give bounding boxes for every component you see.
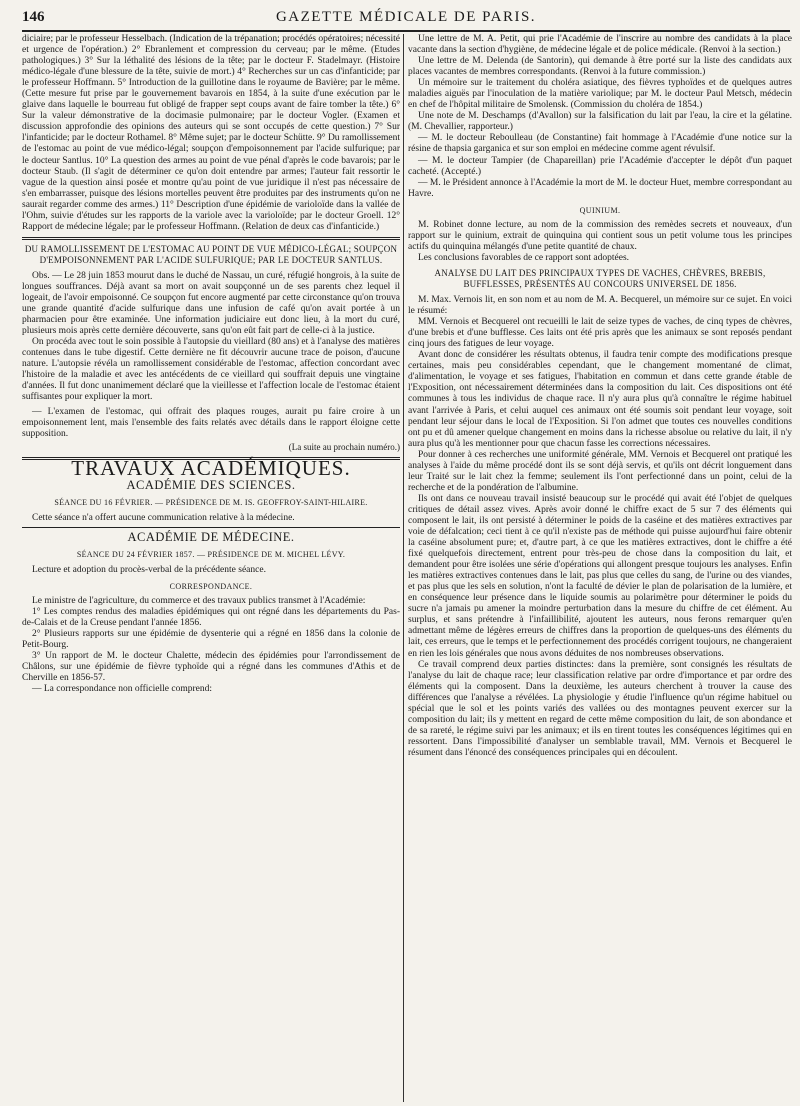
correspondance-title: CORRESPONDANCE. — [169, 582, 253, 592]
list-item: 2° Plusieurs rapports sur une épidémie de dysenterie qui a régné en 1856 dans la colonie de Petit-Bourg. — [22, 629, 400, 651]
list-item: 1° Les comptes rendus des maladies épidémiques qui ont régné dans les départements du Pas-de-Calais et de la Creuse pendant l'année 1856. — [22, 607, 400, 629]
autopsy-paragraph: On procéda avec tout le soin possible à l'autopsie du vieillard (80 ans) et à l'analyse des matières contenues dans le tube digestif. Cette dernière ne fit découvrir aucune trace de poison, d'aucune nature. L'autopsie révéla un ramollissement considérable de l'estomac, affection concordant avec l'histoire de la maladie et avec les antécédents de ce vieillard qui souffrait depuis une vingtaine d'années. Il fut donc unanimement déclaré que la vieillesse et l'affection locale de l'estomac étaient suffisantes pour expliquer la mort. — [22, 337, 400, 403]
unofficial-text: — La correspondance non officielle comprend: — [32, 684, 212, 695]
vernois-text: M. Max. Vernois lit, en son nom et au nom de M. A. Becquerel, un mémoire sur ce sujet. En voici le résumé: — [408, 295, 792, 317]
lait-paragraph: Pour donner à ces recherches une uniformité générale, MM. Vernois et Becquerel ont pratiqué les analyses à l'aide du même procédé dont ils se sont déjà servis, et qu'ils ont décrit longuement dans leur Traité sur le lait chez la femme; seulement ils l'ont perfectionné dans un point, celui de la recherche et de la pondération de l'albumine. — [408, 449, 792, 493]
lait-paragraph: Ce travail comprend deux parties distinctes: dans la première, sont consignés les résultats de l'analyse du lait de chaque race; leur classification relative par ordre d'importance et par ordre des éléments qui la composent. Dans la deuxième, les auteurs cherchent à trouver la cause des différences que l'analyse a révélées. La physiologie y étudie l'influence qu'un régime habituel ou spécial que le sol et les points variés des vallées ou des montagnes peuvent exercer sur la composition du lait; ils y mettent en regard de cette même composition du lait, de son abondance et de sa rareté, le régime suivi par les animaux; et ils en tirent toutes les conséquences légitimes qui en ressortent. Dans l'impossibilité d'analyser un semblable travail, MM. Vernois et Becquerel le résument dans l'énoncé des conséquences principales qui en découlent. — [408, 659, 792, 758]
page-number: 146 — [22, 8, 45, 25]
quinium-title: QUINIUM. — [579, 205, 621, 215]
left-column — [22, 34, 400, 1102]
lait-paragraph: Avant donc de considérer les résultats obtenus, il faudra tenir compte des modifications presque certaines, mais peu considérables cependant, que le changement momentané de climat, d'alimentation, le voyage et ses fatigues, l'habitation en commun et dans cette grande étable de l'Exposition, ont nécessairement déterminées dans la composition du lait. Ces dispositions ont été communes à tous les individus de chaque race. Il n'y aura plus qu'à connaître le régime habituel avant l'arrivée à Paris, et celui auquel ces animaux ont été soumis soit pendant leur voyage, soit pendant leur séjour dans le local de l'Exposition. Si l'on admet que toutes ces nouvelles conditions ont pu et dû amener quelque changement en moins dans la richesse absolue ou relative du lait, il n'y aura plus qu'à les mentionner pour que chacun fasse les corrections nécessaires. — [408, 350, 792, 449]
quinium-text: M. Robinet donne lecture, au nom de la commission des remèdes secrets et nouveaux, d'un rapport sur le quinium, extrait de quinquina qui contient sous un petit volume tous les principes actifs du quinquina mélangés d'une petite quantité de chaux. — [408, 219, 792, 252]
tampier-note: — M. le docteur Tampier (de Chapareillan) prie l'Académie d'accepter le dépôt d'un paquet cacheté. (Accepté.) — [408, 155, 792, 177]
lait-title: ANALYSE DU LAIT DES PRINCIPAUX TYPES DE VACHES, CHÈVRES, BREBIS, BUFFLESSES, PRÉSENTÉS AU CONCOURS UNIVERSEL DE 1856. — [434, 267, 766, 289]
cholera-memoir: Un mémoire sur le traitement du choléra asiatique, des fièvres typhoïdes et de quelques autres maladies aiguës par l'inoculation de la matière variolique; par M. le docteur Paul Metsch, médecin en chef de l'hôpital militaire de Smolensk. (Commission du choléra de 1854.) — [408, 78, 792, 111]
minister-text: Le ministre de l'agriculture, du commerce et des travaux publics transmet à l'Académie: — [32, 596, 366, 607]
article-title: DU RAMOLLISSEMENT DE L'ESTOMAC AU POINT DE VUE MÉDICO-LÉGAL; SOUPÇON D'EMPOISONNEMENT PAR L'ACIDE SULFURIQUE; PAR LE DOCTEUR SANTLUS. — [24, 243, 398, 265]
reboulleau-note: — M. le docteur Reboulleau (de Constantine) fait hommage à l'Académie d'une notice sur la résine de thapsia garganica et sur son emploi en médecine comme agent révulsif. — [408, 133, 792, 155]
deschamps-note: Une note de M. Deschamps (d'Avallon) sur la falsification du lait par l'eau, la cire et la gélatine. (M. Chevallier, rapporteur.) — [408, 111, 792, 133]
conclusion-paragraph: — L'examen de l'estomac, qui offrait des plaques rouges, aurait pu faire croire à un empoisonnement lent, mais l'ensemble des faits relatés avec détails dans le rapport éloigne cette supposition. — [22, 406, 400, 439]
quinium-conclusion: Les conclusions favorables de ce rapport sont adoptées. — [418, 252, 630, 263]
right-column — [408, 34, 792, 1102]
seance-medicine: SÉANCE DU 24 FÉVRIER 1857. — PRÉSIDENCE DE M. MICHEL LÉVY. — [76, 549, 346, 559]
academy-medicine-title: ACADÉMIE DE MÉDECINE. — [127, 529, 295, 544]
column-divider — [403, 34, 404, 1102]
section-title: TRAVAUX ACADÉMIQUES. — [71, 455, 351, 480]
continued-note: (La suite au prochain numéro.) — [288, 441, 400, 452]
divider — [22, 237, 400, 240]
intro-paragraph: diciaire; par le professeur Hesselbach. (Indication de la trépanation; procédés opératoires; nécessité et urgence de l'opération.) 2° Ebranlement et compression du cerveau; par le même. (Etudes pathologiques.) 3° Sur la léthalité des lésions de la tête; par le docteur F. Stadelmayr. (Histoire médico-légale d'une blessure de la tête, suivie de mort.) 4° Recherches sur un cas d'infanticide; par le professeur Hoffmann. 5° Introduction de la guillotine dans le royaume de Bavière; par le même. (Cette mesure fut prise par le gouvernement bavarois en 1854, à la suite d'une exécution par le glaive dans laquelle le bourreau fut obligé de frapper sept coups avant de faire tomber la tête.) 6° Sur la valeur démonstrative de la docimasie pulmonaire; par le docteur Vogler. (Examen et discussion approfondie des opinions des auteurs qui se sont occupés de cette question.) 7° Sur l'infanticide; par le docteur Rothamel. 8° Même sujet; par le docteur Schütte. 9° Du ramollissement de l'estomac au point de vue médico-légal; soupçon d'empoisonnement par l'acide sulfurique; par le docteur Santlus. 10° La question des armes au point de vue pénal d'après le code bavarois; par le docteur Staub. (Il s'agit de déterminer ce qu'on doit entendre par armes; l'auteur fait ressortir le vague de la question ainsi posée et montre qu'au point de vue juridique il n'est pas nécessaire de s'en embarrasser, puisque des lésions mortelles peuvent être produites par des instruments qu'on ne saurait regarder comme des armes.) 11° Description d'une épidémie de varioloïde dans la vallée de l'Ohm, suivie d'études sur les rapports de la variole avec la varioloïde; par le docteur Groell. 12° Rapport de médecine légale; par le professeur Hoffmann. (Relation de deux cas d'infanticide.) — [22, 34, 400, 232]
academy-sciences-title: ACADÉMIE DES SCIENCES. — [126, 477, 296, 492]
president-note: — M. le Président annonce à l'Académie la mort de M. le docteur Huet, membre correspondant au Havre. — [408, 177, 792, 199]
delenda-letter: Une lettre de M. Delenda (de Santorin), qui demande à être porté sur la liste des candidats aux places vacantes de membres correspondants. (Renvoi à la future commission.) — [408, 56, 792, 78]
journal-title: GAZETTE MÉDICALE DE PARIS. — [275, 8, 537, 25]
petit-letter: Une lettre de M. A. Petit, qui prie l'Académie de l'inscrire au nombre des candidats à la place vacante dans la section d'hygiène, de médecine légale et de police médicale. (Renvoi à la section.) — [408, 34, 792, 56]
minutes-text: Lecture et adoption du procès-verbal de la précédente séance. — [32, 564, 266, 575]
obs-paragraph: Obs. — Le 28 juin 1853 mourut dans le duché de Nassau, un curé, réfugié hongrois, à la suite de longues souffrances. Déjà avant sa mort on avait soupçonné un de ses parents chez lequel il logeait, de l'avoir empoisonné. Ce soupçon fut encore augmenté par cette circonstance qu'on trouva une grande quantité d'acide sulfurique dans une infusion de café qu'on avait portée à un pharmacien pour être examinée. Une information judiciaire eut donc lieu, à la mort du curé, plusieurs mois après cette dernière découverte, sans qu'on eût fait part de celle-ci à la justice. — [22, 270, 400, 337]
divider — [22, 527, 400, 528]
seance-sciences-text: Cette séance n'a offert aucune communication relative à la médecine. — [32, 512, 295, 523]
seance-sciences: SÉANCE DU 16 FÉVRIER. — PRÉSIDENCE DE M. IS. GEOFFROY-SAINT-HILAIRE. — [54, 497, 368, 507]
list-item: 3° Un rapport de M. le docteur Chalette, médecin des épidémies pour l'arrondissement de Châlons, sur une épidémie de fièvre typhoïde qui a régné dans les communes d'Athis et de Cherville en 1856-57. — [22, 651, 400, 684]
lait-paragraph: Ils ont dans ce nouveau travail insisté beaucoup sur le procédé qui avait été l'objet de quelques critiques de détail assez vives. Après avoir donné le chiffre exact de 5 sur 7 des éléments qui composent le lait, ils ont persisté à déterminer le poids de la caséine et des matières extractives par voie de défalcation; ceci tient à ce qu'il n'existe pas de méthode qui puisse aujourd'hui faire obtenir la caséine absolument pure; et, d'autre part, à ce que les matières extractives, dont le chiffre a été fixé quelquefois directement, entrent pour très-peu de chose dans la composition du lait, et demandent pour être isolées une série d'opérations qui allongent presque toujours les analyses. Enfin les matières extractives contenues dans le lait, pas plus que celles du sang, de l'urine ou des viandes, et pas plus que les sels en solution, n'ont la faculté de dévier le plan de polarisation de la lumière, et en conséquence leur présence dans le liquide soumis au polarimètre pour déterminer le poids du sucre n'a jamais pu amener la moindre perturbation dans la mesure du chiffre de cet élément. Au surplus, et sans prétendre à l'infaillibilité, ajoutent les auteurs, nous ferons remarquer qu'en admettant même de légères erreurs de chiffres dans la proportion de quelques-uns des éléments du lait, ces erreurs, que le temps et le perfectionnement des procédés corrigent toujours, ne changeraient en rien les lois générales que nous avons déduites de nos nombreuses observations. — [408, 493, 792, 659]
page-header — [22, 4, 790, 32]
lait-paragraph: MM. Vernois et Becquerel ont recueilli le lait de seize types de vaches, de cinq types de chèvres, d'une brebis et d'une bufflesse. Ces laits ont été pris après que les animaux se sont reposés pendant cinq jours des fatigues de leur voyage. — [408, 317, 792, 350]
